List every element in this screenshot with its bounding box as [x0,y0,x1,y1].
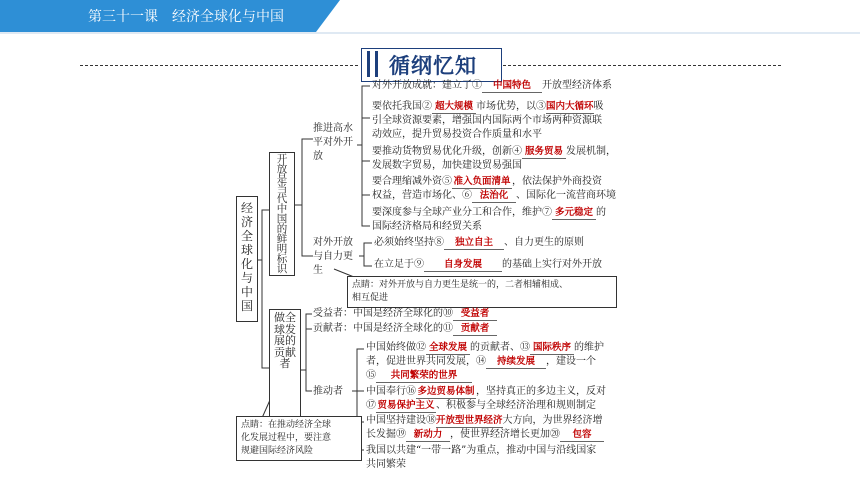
item-text: 受益者：中国是经济全球化的⑩ [313,308,453,319]
title-char: 开 [276,153,288,165]
title-char: 献 [285,345,296,359]
branch-b-label [313,236,353,278]
item-text: 要推动货物贸易优化升级，创新④ [372,146,522,157]
title-char: 鲜 [276,233,288,245]
answer-blank: 国内大循环 [546,101,594,112]
item-text: 要依托我国② [372,101,432,112]
root-topic-box [236,196,258,322]
item-text: 的基础上实行对外开放 [502,259,602,270]
title-char: 中 [276,203,288,215]
note-text: 点睛：在推动经济全球 [241,420,332,430]
item-text: 的 [596,207,606,218]
answer-blank: 法治化 [472,190,516,203]
item-text: 者，促进世界共同发展，⑭ [366,356,486,367]
item-c1 [313,307,497,321]
item-text: 的维护 [574,342,604,353]
title-char: 球 [274,322,285,336]
answer-blank: 包容 [560,429,604,442]
title-char: 贡 [274,345,285,359]
answer-blank: 中国特色 [482,80,542,93]
item-text: 、自力更生的原则 [504,237,584,248]
item-text: 对外开放成就：建立了① [372,80,482,91]
item-text: 发展数字贸易，加快建设贸易强国 [372,160,522,171]
label-line: 生 [313,265,323,276]
answer-blank: 多元稳定 [552,207,596,220]
answer-blank: 持续发展 [486,356,546,369]
root-char: 与 [240,271,253,285]
title-char: 识 [276,263,288,275]
branch-a-label [313,122,353,164]
answer-blank: 开放型世界经济 [436,415,503,426]
item-text: ，使世界经济增长更加⑳ [450,429,560,440]
note-text: 相互促进 [352,293,389,303]
answer-blank: 准入负面清单 [453,176,511,187]
item-text: 大方向，为世界经济增 [502,415,603,426]
answer-blank: 国际秩序 [530,342,574,355]
item-text: 中国坚持建设⑱ [366,415,436,426]
label-line: 放 [313,151,323,162]
item-d2 [366,385,606,413]
answer-blank: 新动力 [406,429,450,442]
title-char: 放 [276,163,288,175]
item-text: ，建设一个 [546,356,596,367]
item-text: 我国以共建“一带一路”为重点，推动中国与沿线国家 [366,445,597,456]
item-d3 [366,414,604,442]
title-char: 全 [285,311,296,324]
root-char: 球 [240,243,253,257]
answer-blank: 服务贸易 [522,146,566,159]
section-2-box [269,309,301,419]
item-text: ⑮ [366,370,376,381]
title-char: 国 [276,213,288,225]
item-d4 [366,444,596,472]
root-char: 经 [240,201,253,215]
answer-blank: 共同繁荣的世界 [376,370,472,383]
item-d1 [366,341,604,383]
item-text: 动效应，提升贸易投资合作质量和水平 [372,129,542,140]
branch-d-label: 推动者 [313,386,343,397]
item-text: ，依法保护外商投资 [512,176,602,187]
item-text: 、国际化一流营商环境 [516,190,616,201]
item-text: 长发掘⑲ [366,429,406,440]
answer-blank: 多边贸易体制 [417,386,475,397]
label-line: 与自力更 [313,251,353,262]
title-char: 发 [285,322,296,336]
section-heading: 循纲忆知 [389,54,477,78]
item-a1 [372,79,612,93]
item-text: 要深度参与全球产业分工和合作，维护⑦ [372,207,552,218]
answer-blank: 独立自主 [444,237,504,250]
item-text: 国际经济格局和经贸关系 [372,221,482,232]
title-char: 明 [276,243,288,255]
title-char: 当 [276,183,288,195]
note-text: 化发展过程中，要注意 [241,433,332,443]
item-a3 [372,145,616,173]
item-text: ⑰ [366,400,376,411]
title-char: 者 [279,357,291,370]
item-text: 市场优势，以③ [476,101,546,112]
item-text: 中国始终做⑫ [366,342,426,353]
item-c2 [313,322,497,336]
title-char: 的 [285,334,296,347]
note-text: 规避国际经济风险 [241,446,314,456]
label-line: 平对外开 [313,137,353,148]
root-char: 济 [240,215,253,229]
title-char: 是 [276,173,288,185]
root-char: 全 [240,229,253,243]
root-char: 国 [240,299,253,313]
item-b2 [374,258,602,272]
item-b1 [374,236,584,250]
item-text: 引全球资源要素，增强国内国际两个市场两种资源联 [372,115,602,126]
answer-blank: 贸易保护主义 [377,400,435,411]
answer-blank: 全球发展 [426,342,470,355]
root-char: 中 [240,285,253,299]
answer-blank: 贡献者 [453,323,497,336]
item-text: 贡献者：中国是经济全球化的⑪ [313,323,453,334]
title-char: 标 [276,253,288,265]
item-text: 吸 [593,101,604,112]
item-a5 [372,206,606,234]
item-text: 、积极参与全球经济治理和规则制定 [436,400,596,411]
answer-blank: 受益者 [453,308,497,321]
tip-note-2 [236,416,362,461]
item-text: 要合理缩减外资⑤ [372,176,452,187]
answer-blank: 自身发展 [424,259,502,272]
title-char: 做 [274,311,285,324]
root-topic-label [237,197,257,313]
note-text: 点睛：对外开放与自力更生是统一的，二者相辅相成、 [352,280,569,290]
item-text: 共同繁荣 [366,459,406,470]
item-text: 开放型经济体系 [542,80,612,91]
section-2-title [270,310,300,370]
item-text: 中国奉行⑯ [366,386,416,397]
item-text: 权益，营造市场化、⑥ [372,190,472,201]
label-line: 推进高水 [313,123,353,134]
item-text: 必须始终坚持⑧ [374,237,444,248]
root-char: 化 [240,257,253,271]
title-char: 代 [276,193,288,205]
title-char: 展 [274,334,285,347]
tip-note-1 [347,276,617,308]
lesson-title: 第三十一课 经济全球化与中国 [88,9,284,25]
item-text: 的贡献者、⑬ [470,342,530,353]
title-char: 的 [276,223,288,235]
item-a2 [372,100,604,142]
section-1-title [270,153,294,274]
item-text: ，坚持真正的多边主义，反对 [476,386,606,397]
item-text: 发展机制， [566,146,616,157]
answer-blank: 超大规模 [432,101,476,114]
item-a4 [372,175,616,203]
section-1-box [269,152,295,276]
label-line: 对外开放 [313,237,353,248]
item-text: 在立足于⑨ [374,259,424,270]
